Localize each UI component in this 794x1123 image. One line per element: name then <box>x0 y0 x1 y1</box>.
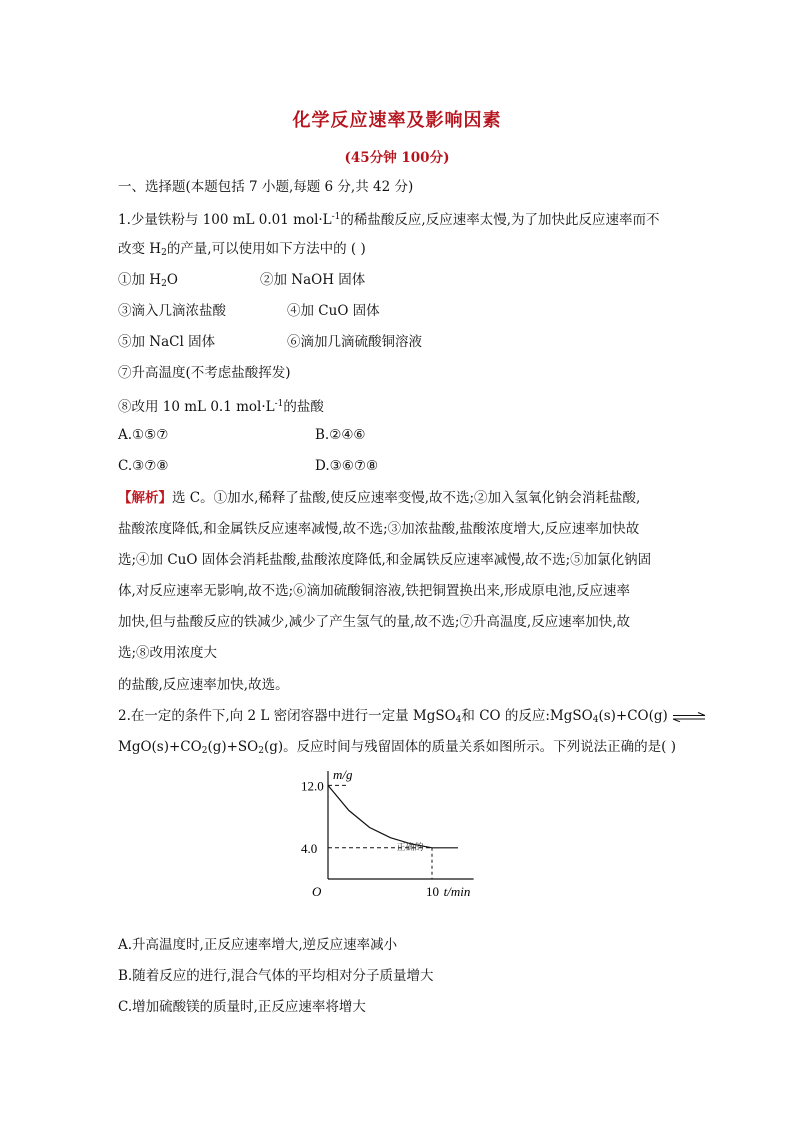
q1-choice-a: A.①⑤⑦ <box>118 427 169 443</box>
x-tick-label: 10 <box>426 884 439 899</box>
q1-analysis-line1: 【解析】选 C。①加水,稀释了盐酸,使反应速率变慢,故不选;②加入氢氧化钠会消耗盐酸, <box>118 490 641 506</box>
analysis-label: 【解析】 <box>118 490 172 506</box>
chart-annotation: 正确的 <box>396 841 424 852</box>
q2-choice-b: B.随着反应的进行,混合气体的平均相对分子质量增大 <box>118 968 434 984</box>
q2-choice-a: A.升高温度时,正反应速率增大,逆反应速率减小 <box>118 937 398 953</box>
q1-option-6: ⑥滴加几滴硫酸铜溶液 <box>287 334 422 350</box>
q1-analysis-line2: 盐酸浓度降低,和金属铁反应速率减慢,故不选;③加浓盐酸,盐酸浓度增大,反应速率加快故 <box>118 521 640 537</box>
q1-stem-line2: 改变 $H_2$的产量,可以使用如下方法中的 ( ) <box>118 241 366 258</box>
q1-analysis-line7: 的盐酸,反应速率加快,故选。 <box>118 677 289 693</box>
q2-stem-line1: 2.在一定的条件下,向 2 L 密闭容器中进行一定量 MgSO$_4$和 CO 的反应:MgSO$_4$(s)+CO(g) <box>118 707 706 729</box>
q1-option-2: ②加 NaOH 固体 <box>260 272 366 288</box>
q2-stem-line2: $MgO(s)+CO_2(g)+SO_2(g)$。反应时间与残留固体的质量关系如图所示。下列说法正确的是( ) <box>118 739 676 756</box>
q1-analysis-line4: 体,对反应速率无影响,故不选;⑥滴加硫酸铜溶液,铁把铜置换出来,形成原电池,反应速率 <box>118 583 631 599</box>
q1-analysis-line5: 加快,但与盐酸反应的铁减少,减少了产生氢气的量,故不选;⑦升高温度,反应速率加快,故 <box>118 614 631 630</box>
q1-option-5: ⑤加 NaCl 固体 <box>118 334 216 350</box>
q1-option-1: ①加 $H_2O$ <box>118 272 178 289</box>
q1-stem-line1: 1.少量铁粉与 100 mL 0.01 $mol\cdot L^{-1}$的稀盐酸反应,反应速率太慢,为了加快此反应速率而不 <box>118 212 660 228</box>
q2-choice-c: C.增加硫酸镁的质量时,正反应速率将增大 <box>118 999 366 1015</box>
q1-option-4: ④加 CuO 固体 <box>287 303 380 319</box>
y-tick-label: 4.0 <box>301 840 318 856</box>
q1-option-8: ⑧改用 10 mL 0.1 $mol\cdot L^{-1}$的盐酸 <box>118 399 324 415</box>
q1-choice-d: D.③⑥⑦⑧ <box>315 458 379 474</box>
q1-analysis-line3: 选;④加 CuO 固体会消耗盐酸,盐酸浓度降低,和金属铁反应速率减慢,故不选;⑤加氯化钠固 <box>118 552 652 568</box>
equilibrium-arrow-icon <box>672 712 706 722</box>
q1-option-7: ⑦升高温度(不考虑盐酸挥发) <box>118 365 291 381</box>
y-tick-label: 12.0 <box>301 778 324 794</box>
q1-analysis-line6: 选;⑧改用浓度大 <box>118 645 218 661</box>
q1-choice-b: B.②④⑥ <box>315 427 366 443</box>
mass-time-chart <box>290 765 490 905</box>
series-line <box>328 785 458 847</box>
section-heading: 一、选择题(本题包括 7 小题,每题 6 分,共 42 分) <box>118 179 414 195</box>
page-title: 化学反应速率及影响因素 <box>292 110 502 131</box>
q1-option-3: ③滴入几滴浓盐酸 <box>118 303 226 319</box>
origin-label: O <box>312 884 322 899</box>
y-axis-label: m/g <box>333 767 353 782</box>
x-axis-label: t/min <box>443 884 471 899</box>
page-subtitle: (45分钟 100分) <box>344 150 450 166</box>
q1-choice-c: C.③⑦⑧ <box>118 458 169 474</box>
